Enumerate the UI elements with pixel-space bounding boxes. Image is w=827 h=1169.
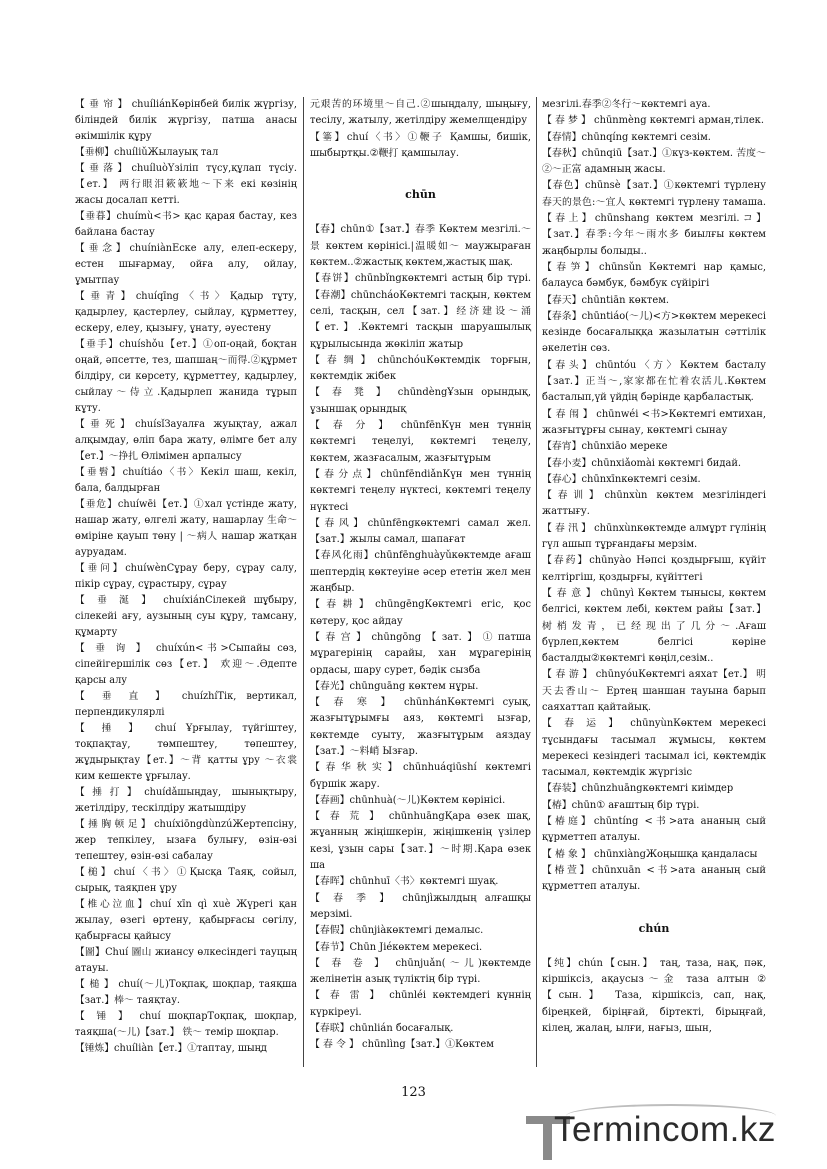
- dictionary-entry: 【春风化雨】chūnfēnghuàyǔкөктемде ағаш шептердің көктеуіне әсер ететін жел мен жаңбыр.: [310, 550, 531, 595]
- dictionary-entry: 【 春 汛 】 chūnxùnкөктемде алмұрт гүлінің гүл ашып тұрғандағы мерзім.: [542, 522, 766, 551]
- dictionary-entry: 【 垂 帘 】 chuíliánКөрінбей билік жүргізу, біліндей билік жүргізу, патша анасы әкімшілік құру: [75, 99, 297, 142]
- dictionary-entry: 【春】chūn①【зат.】春季 Көктем мезгілі.～景 көктем көрінісі.|温暖如～ маужыраған көктем..②жастық көктем,жастық шақ.: [310, 224, 531, 269]
- dictionary-entry: 【春画】chūnhuà(～儿)Көктем көрінісі.: [310, 794, 506, 806]
- dictionary-entry: 【春风】chūnfēngкөктемгі самал жел.【зат.】жылы самал, шапағат: [310, 517, 531, 546]
- dictionary-entry: 【春耕】chūngēngКөктемгі егіс, қос көтеру, қос айдау: [310, 599, 531, 627]
- dictionary-entry: 【 锤 】 chuí шоқпарТоқпақ, шоқпар, таяқша(～儿)【зат.】 铁～ темір шоқпар.: [75, 1011, 297, 1038]
- dictionary-entry: 【 春 分 】 chūnfēnКүн мен түннің көктемгі теңелуі, көктемгі теңелу, көктем, жазғасалым, жазғытұрым: [310, 420, 531, 464]
- dictionary-entry: 【垂念】chuíniànЕске алу, елеп-ескеру, естен шығармау, ойға алу, ойлау, ұмытпау: [75, 243, 297, 286]
- dictionary-entry: 【春天】chūntiān көктем.: [542, 294, 670, 306]
- column-divider-right: [536, 97, 537, 1067]
- dictionary-entry: 【 春 令 】 chūnlìng【зат.】①Көктем: [310, 1039, 494, 1051]
- dictionary-entry: 【 垂 涎 】 chuíxiánСілекей шұбыру, сілекейі ағу, аузының суы құру, тамсану, құмарту: [75, 595, 297, 638]
- dictionary-entry: 【纯】chún【сын.】 таң, таза, нақ, пәк, кіршіксіз, ақаусыз～金 таза алтын ②【сын.】 Таза, кіршіксіз, сап, нақ, біреңкей, біріңғай, біртекті, бірыңғай, кілең, жалаң, ылғи, нағыз, шын,: [542, 957, 766, 1035]
- dictionary-entry: 【 春 运 】 chūnyùnКөктем мерекесі тұсындағы тасымал жұмысы, көктем мерекесі кезіндегі тасымал ісі, көктемдік тасымал, көктемдік жүргізіс: [542, 718, 766, 779]
- dictionary-entry: 【 春 寒 】 chūnhánКөктемгі суық, жазғытұрымғы аяз, көктемгі ызғар, көктемде суыту, жазғытұрым аяздау【зат.】～料峭 Ызғар.: [310, 697, 531, 757]
- dictionary-entry: 【槌】chuí〈书〉①Қысқа Таяқ, сойыл, сырық, таяқпен ұру: [75, 867, 297, 894]
- dictionary-entry: 【春节】Chūn Jiéкөктем мерекесі.: [310, 941, 483, 953]
- dictionary-entry: 【 垂 直 】 chuízhíТік, вертикал, перпендикулярлі: [75, 691, 297, 718]
- page-number: 123: [401, 1085, 426, 1100]
- dictionary-entry: 【春训】chūnxùn көктем мезгіліндегі жаттығу.: [542, 490, 766, 518]
- dictionary-entry: 【春绸】chūnchóuКөктемдік торғын, көктемдік жібек: [310, 354, 531, 383]
- dictionary-entry: 【椎心泣血】chuí xīn qì xuè Жүрегі қан жылау, өзегі өртену, қабырғасы сөгілу, қабырғасы қайысу: [75, 899, 297, 942]
- dictionary-entry: 【春小麦】chūnxiǎomài көктемгі бидай.: [542, 457, 742, 469]
- dictionary-entry: 【春光】chūnguāng көктем нұры.: [310, 680, 479, 692]
- dictionary-entry: 【捶打】chuídǎшыңдау, шынықтыру, жетілдіру, тескілдіру жатышдіру: [75, 787, 297, 814]
- dictionary-entry: 【春假】chūnjiàкөктемгі демалыс.: [310, 925, 484, 937]
- dictionary-entry: 【椿】chūn① ағаштың бір түрі.: [542, 799, 700, 811]
- dictionary-entry: 【垂柳】chuíliǔЖылауық тал: [75, 147, 219, 158]
- dictionary-entry: 【椿萱】chūnxuān <书>ата ананың сый құрметтеп аталуы.: [542, 864, 766, 893]
- dictionary-entry: мезгілі.春季②冬行～көктемгі ауа.: [542, 99, 711, 110]
- dictionary-entry: 【圖】Chuí 圖山 жиансу өлкесіндегі тауцың атауы.: [75, 947, 297, 974]
- dictionary-entry: 【春联】chūnlián босағалық.: [310, 1023, 454, 1035]
- dictionary-entry: 【 春 游 】 chūnyóuКөктемгі аяхат【ет.】 明天去香山～ Ертең шаншан тауына барып саяхаттап қайтайық.: [542, 669, 766, 713]
- dictionary-entry: 【 春 雷 】 chūnléi көктемдегі күннің күркіреуі.: [310, 990, 531, 1018]
- dictionary-entry: 【春宵】chūnxiāo мереке: [542, 441, 668, 453]
- dictionary-entry: 【垂落】chuíluòҮзіліп түсу,құлап түсіу.【ет.】 两行眼泪簌簌地～下来 екі көзінің жасы досалап кетті.: [75, 163, 297, 206]
- logo-text: Termincom.kz: [554, 1110, 776, 1149]
- dictionary-entry: 【 春 卷 】 chūnjuǎn(～儿)көктемде желінетін азық түліктің бір түрі.: [310, 957, 531, 986]
- column-middle: [310, 97, 531, 1054]
- dictionary-entry: 【锤炼】chuíliàn【ет.】①таптау, шыңд: [75, 1043, 267, 1054]
- dictionary-entry: 【春晖】chūnhuī〈书〉көктемгі шуақ.: [310, 876, 499, 888]
- dictionary-entry: 【春装】chūnzhuāngкөктемгі киімдер: [542, 783, 734, 795]
- dictionary-entry: 【垂暮】chuímù<书> қас қарая бастау, кез байлана бастау: [75, 211, 297, 238]
- dictionary-entry: 【春条】chūntiáo(～儿)<方>көктем мерекесі кезінде босағалыққа жазылатын сәттілік әкелетін сөз.: [542, 310, 766, 355]
- dictionary-entry: 【春药】chūnyào Нәпсі қоздырғыш, күйіт келтіргіш, қоздырғы, күйіттегі: [542, 555, 766, 583]
- dictionary-entry: 【 春 闱 】 chūnwéi <书>Көктемгі емтихан, жазғытұрғы сынау, көктемгі сынау: [542, 408, 766, 436]
- dictionary-entry: 【 春 梦 】 chūnmèng көктемгі арман,тілек.: [542, 115, 764, 127]
- dictionary-entry: 【春情】chūnqíng көктемгі сезім.: [542, 131, 711, 143]
- dictionary-entry: 【 椿 象 】 chūnxiàngЖоңышқа қандаласы: [542, 848, 758, 860]
- dictionary-entry: 【 春 季 】 chūnjìжылдың алғашқы мерзімі.: [310, 892, 531, 920]
- dictionary-entry: 【春秋】chūnqiū【зат.】①күз-көктем. 苦度～②～正富 адамның жасы.: [542, 147, 766, 176]
- logo-t-stem: [543, 1116, 552, 1160]
- dictionary-entry: 【春宫】chūngōng【зат.】①патша мұрагерінің сарайы, хан мұрагерінің ордасы, шару сурет, бәдік сызба: [310, 631, 531, 676]
- dictionary-entry: 【 垂 询 】 chuíxún<书>Сыпайы сөз, сіпейігершілік сөз【ет.】 欢迎～.Әдепте қарсы алу: [75, 643, 297, 686]
- dictionary-entry: 【春分点】chūnfēndiǎnКүн мен түннің көктемгі теңелу нүктесі, көктемгі теңелу нүктесі: [310, 468, 531, 513]
- site-logo[interactable]: [526, 1108, 826, 1166]
- section-heading-chun: chūn: [405, 188, 436, 202]
- dictionary-entry: 【垂死】chuísǐЗауалға жуықтау, ажал алқымдау, өліп бара жату, өлімге бет алу【ет.】～挣扎 Өлімімен арпалысу: [75, 419, 297, 462]
- dictionary-entry: 【箠】chuí〈书〉①鞭子 Қамшы, бишік, шыбыртқы.②鞭打 қамшылау.: [310, 131, 531, 159]
- dictionary-entry: 【 春 凳 】 chūndèngҰзын орындық, ұзыншақ орындық: [310, 387, 531, 415]
- dictionary-entry: 【春头】chūntóu〈方〉Көктем басталу【зат.】正当～,家家都在忙着农活儿.Көктем басталып,үй үйдің бәрінде қарбаластық.: [542, 359, 766, 404]
- dictionary-entry: 【 春 意 】 chūnyì Көктем тынысы, көктем белгісі, көктем лебі, көктем райы【зат.】树梢发青，已经现出了几分～.Ағаш бүрлеп,көктем белгісі көріне басталды②көктемгі көңіл,сезім..: [542, 587, 766, 665]
- dictionary-entry: 【春饼】chūnbǐngкөктемгі астың бір түрі.【春潮】chūncháoКөктемгі тасқын, көктем селі, тасқын, сел【зат.】经济建设～涌【ет.】.Көктемгі тасқын шаруашылық құрылысында жөкіліп жатыр: [310, 273, 531, 350]
- dictionary-entry: 【垂手】chuíshǒu【ет.】①оп-оңай, боқтан оңай, әпсетте, тез, шапшаң～而得.②құрмет білдіру, си көрсету, құрметтеу, қадырлеу, сыйлау～侍立.Қадырлеп жанида тұрып кұту.: [75, 339, 297, 414]
- dictionary-entry: 【 捶 胸 顿 足 】 chuíxiōngdùnzúЖертепсіну, жер тепкілеу, ызаға булығу, өзін-өзі тепештеу, өзін-өзі сабалау: [75, 819, 297, 862]
- dictionary-entry: 【垂问】chuíwènСұрау беру, сұрау салу, пікір сұрау, сұрастыру, сұрау: [75, 563, 297, 590]
- dictionary-entry: 【垂危】chuíwēi【ет.】①хал үстінде жату, нашар жату, өлгелі жату, нашарлау 生命～ өміріне қауып төну | ～病人 нашар жатқан ауруадам.: [75, 499, 297, 558]
- column-right: [542, 97, 766, 1037]
- dictionary-entry: 【春华秋实】chūnhuáqiūshí көктемгі бүршік жару.: [310, 762, 531, 790]
- dictionary-entry: 【春色】chūnsè【зат.】①көктемгі түрлену 春天的景色:～宜人 көктемгі түрлену тамаша.【春上】chūnshang көктем мезгілі.コ】【зат.】春季:今年～雨水多 биылғы көктем жаңбырлы болыды..: [542, 180, 766, 257]
- dictionary-entry: 【 槌 】 chuí(～儿)Тоқпақ, шоқпар, таяқша【зат.】棒～ таяқтау.: [75, 979, 297, 1006]
- dictionary-entry: 【 捶 】 chuí Ұрғылау, түйгіштеу, тоқпақтау, төмпештеу, төпештеу, жұдырықтау【ет.】～背 қатты ұру ～衣裳 ким кешекте ұрғылау.: [75, 723, 297, 782]
- dictionary-entry: 【春笋】chūnsǔn Көктемгі нар қамыс, балауса бәмбук, бәмбук сүйірігі: [542, 261, 766, 290]
- dictionary-entry: 【垂髫】chuítiáo〈书〉Кекіл шаш, кекіл, бала, балдырған: [75, 467, 297, 494]
- column-divider-left: [303, 97, 304, 1067]
- column-left: [75, 97, 297, 1057]
- dictionary-entry: 【椿庭】chūntíng <书>ата ананың сый құрметтеп аталуы.: [542, 816, 766, 844]
- dictionary-entry: 【春心】chūnxīnкөктемгі сезім.: [542, 473, 701, 485]
- section-heading-chun2: chún: [638, 921, 670, 935]
- dictionary-entry: 元艰苦的环境里～自己.②шыңдалу, шыңығу, тесілу, жатылу, жетілдіру жемелщендіру: [310, 99, 531, 127]
- dictionary-entry: 【垂青】chuíqīng〈书〉Қадыр тұту, қадырлеу, қастерлеу, сыйлау, құрметтеу, ескеру, елеу, қызығу, ұнату, әуестену: [75, 291, 297, 334]
- dictionary-entry: 【 春 荒 】 chūnhuāngҚара өзек шақ, жұанның жіңішкерін, жіңішкенің үзілер кезі, ұзын сары【зат.】～时期.Қара өзек ша: [310, 811, 531, 872]
